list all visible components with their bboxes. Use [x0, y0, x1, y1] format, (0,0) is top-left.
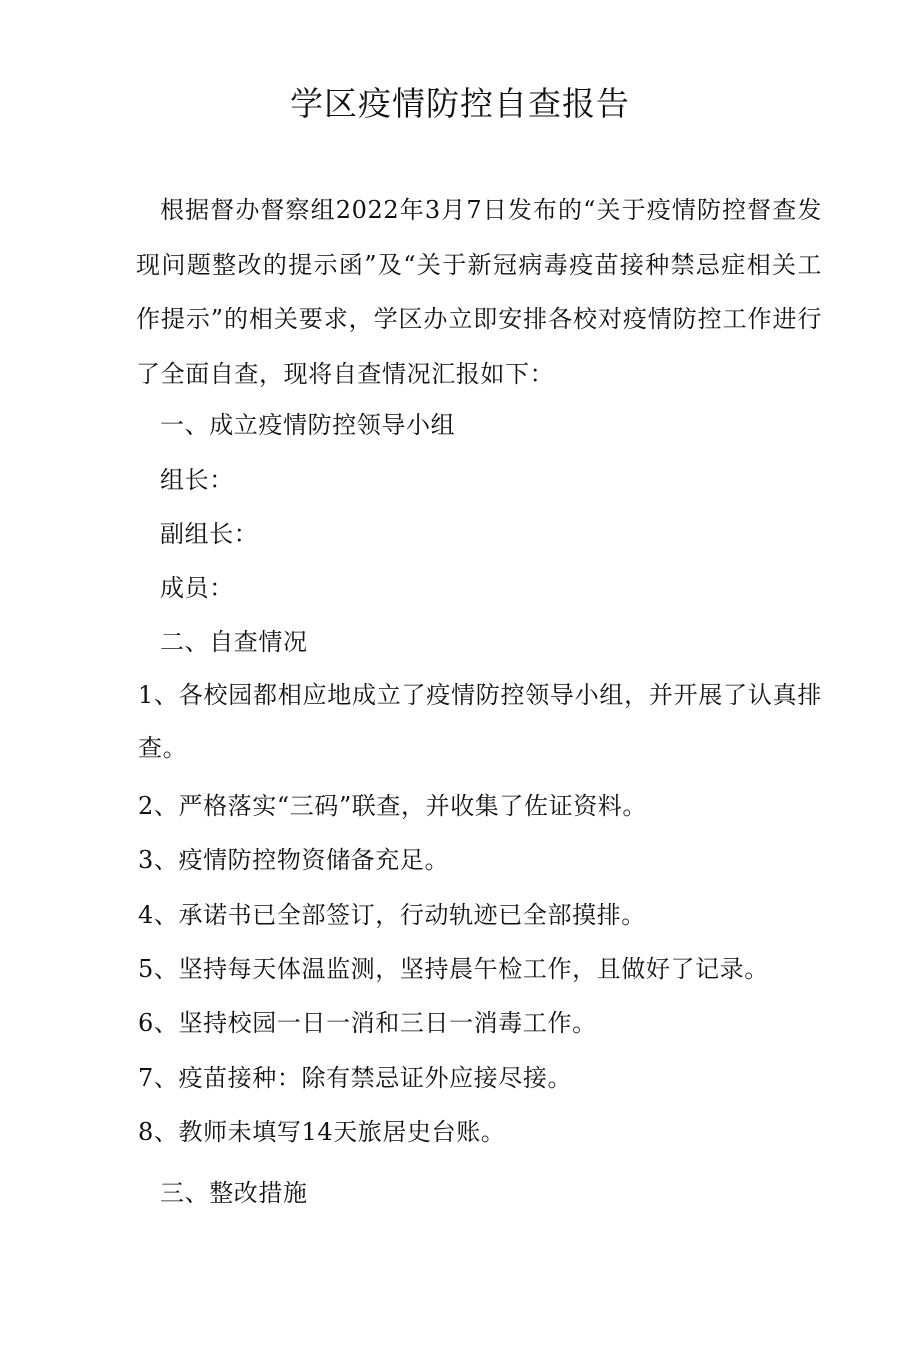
check-item-4: 4、承诺书已全部签订，行动轨迹已全部摸排。: [138, 901, 646, 929]
check-item-2: 2、严格落实“三码”联查，并收集了佐证资料。: [138, 792, 648, 820]
deputy-leader-label: 副组长：: [160, 520, 259, 548]
document-title: 学区疫情防控自查报告: [290, 84, 630, 123]
check-item-8: 8、教师未填写14天旅居史台账。: [138, 1118, 506, 1146]
members-label: 成员：: [160, 574, 234, 602]
leader-label: 组长：: [160, 466, 234, 494]
check-item-7: 7、疫苗接种：除有禁忌证外应接尽接。: [138, 1064, 573, 1092]
check-item-5: 5、坚持每天体温监测，坚持晨午检工作，且做好了记录。: [138, 955, 769, 983]
check-item-1: 1、各校园都相应地成立了疫情防控领导小组，并开展了认真排查。: [138, 681, 822, 762]
check-item-6: 6、坚持校园一日一消和三日一消毒工作。: [138, 1009, 597, 1037]
section-2-heading: 二、自查情况: [160, 628, 308, 656]
intro-paragraph: 根据督办督察组2022年3月7日发布的“关于疫情防控督查发现问题整改的提示函”及“关于新冠病毒疫苗接种禁忌症相关工作提示”的相关要求，学区办立即安排各校对疫情防控工作进行了全面自查，现将自查情况汇报如下：: [136, 196, 822, 388]
check-item-3: 3、疫情防控物资储备充足。: [138, 846, 450, 874]
section-3-heading: 三、整改措施: [160, 1179, 308, 1207]
section-1-heading: 一、成立疫情防控领导小组: [160, 411, 456, 439]
